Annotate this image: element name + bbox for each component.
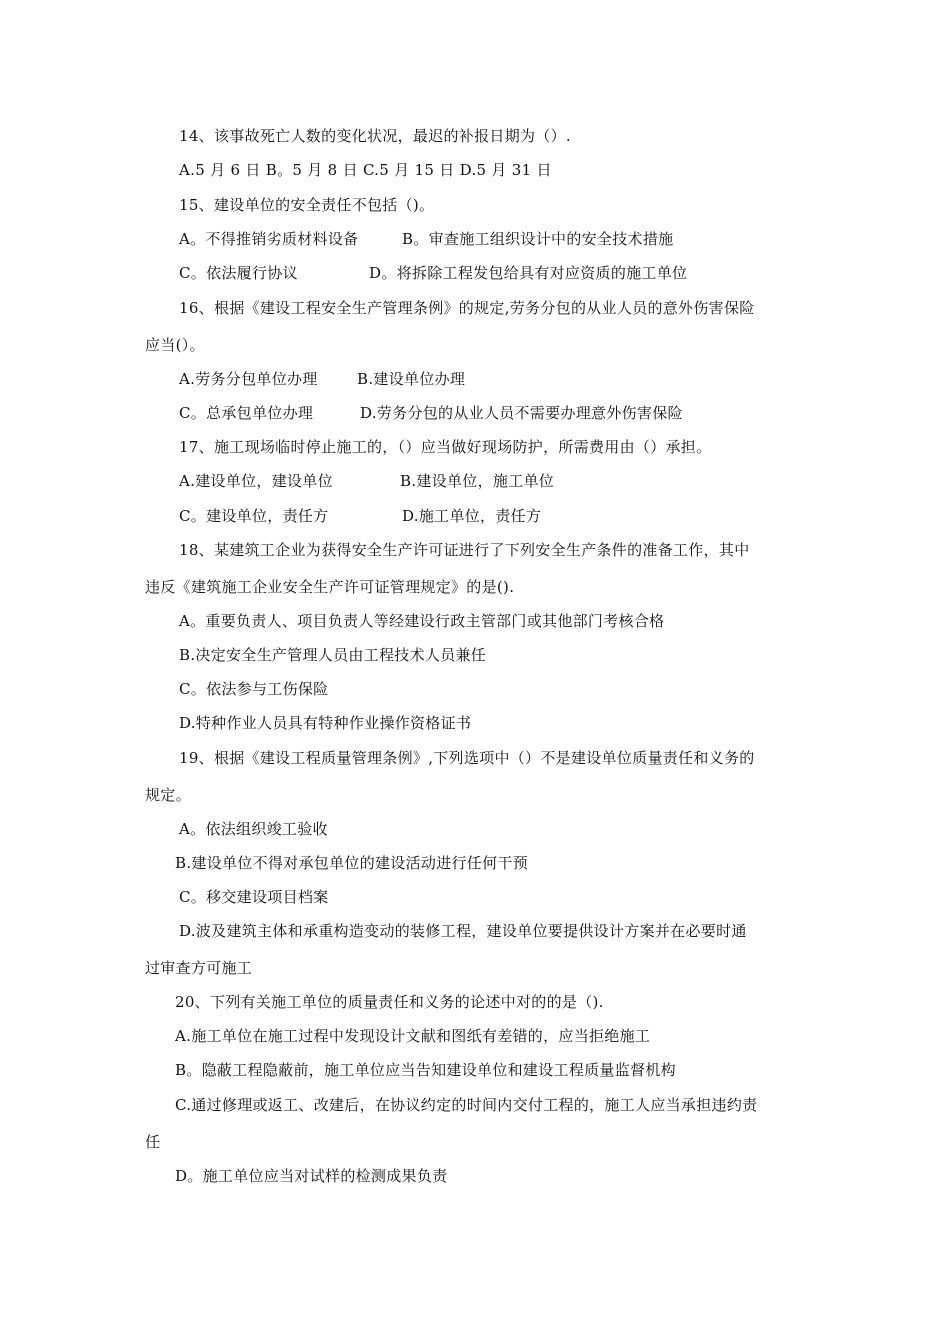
question-20-stem: 20、下列有关施工单位的质量责任和义务的论述中对的的是（). [175,993,604,1011]
question-20-option-d: D。施工单位应当对试样的检测成果负责 [175,1167,448,1185]
question-16-stem-line1: 16、根据《建设工程安全生产管理条例》的规定,劳务分包的从业人员的意外伤害保险 [179,299,755,317]
question-18-option-a: A。重要负责人、项目负责人等经建设行政主管部门或其他部门考核合格 [179,612,665,630]
question-14-stem: 14、该事故死亡人数的变化状况，最迟的补报日期为（）. [179,127,571,145]
question-15-option-c: C。依法履行协议 [179,264,298,282]
question-19-option-d-line2: 过审查方可施工 [145,959,253,977]
question-18-option-d: D.特种作业人员具有特种作业操作资格证书 [179,714,472,732]
question-17-stem: 17、施工现场临时停止施工的，（）应当做好现场防护，所需费用由（）承担。 [179,438,712,456]
question-17-option-b: B.建设单位，施工单位 [400,472,555,490]
question-18-stem-line1: 18、某建筑工企业为获得安全生产许可证进行了下列安全生产条件的准备工作，其中 [179,541,750,559]
question-19-stem-line1: 19、根据《建设工程质量管理条例》,下列选项中（）不是建设单位质量责任和义务的 [179,749,755,767]
question-20-option-b: B。隐蔽工程隐蔽前，施工单位应当告知建设单位和建设工程质量监督机构 [175,1061,676,1079]
question-19-option-a: A。依法组织竣工验收 [179,820,328,838]
question-17-options-ab [179,471,555,491]
question-15-option-a: A。不得推销劣质材料设备 [179,230,359,248]
question-18-option-b: B.决定安全生产管理人员由工程技术人员兼任 [179,646,487,664]
question-19-option-d-line1: D.波及建筑主体和承重构造变动的装修工程，建设单位要提供设计方案并在必要时通 [179,922,747,940]
question-15-option-b: B。审查施工组织设计中的安全技术措施 [402,230,674,248]
question-18-stem-line2: 违反《建筑施工企业安全生产许可证管理规定》的是(). [145,578,515,596]
question-16-option-d: D.劳务分包的从业人员不需要办理意外伤害保险 [360,404,683,422]
question-16-option-b: B.建设单位办理 [357,370,466,388]
question-17-option-d: D.施工单位，责任方 [402,507,542,525]
question-20-option-a: A.施工单位在施工过程中发现设计文献和图纸有差错的，应当拒绝施工 [175,1027,651,1045]
question-16-option-a: A.劳务分包单位办理 [179,370,318,388]
question-16-options-ab [179,369,466,389]
question-16-stem-line2: 应当(）。 [145,336,205,354]
question-15-option-d: D。将拆除工程发包给具有对应资质的施工单位 [369,264,688,282]
question-15-stem: 15、建设单位的安全责任不包括（)。 [179,196,435,214]
question-18-option-c: C。依法参与工伤保险 [179,680,329,698]
question-19-option-c: C。移交建设项目档案 [179,888,329,906]
question-17-options-cd [179,506,542,526]
question-20-option-c-line2: 任 [145,1133,161,1151]
question-17-option-a: A.建设单位，建设单位 [179,472,333,490]
question-20-option-c-line1: C.通过修理或返工、改建后，在协议约定的时间内交付工程的，施工人应当承担违约责 [175,1096,758,1114]
question-15-options-cd [179,263,688,283]
question-17-option-c: C。建设单位，责任方 [179,507,329,525]
question-14-options: A.5 月 6 日 B。5 月 8 日 C.5 月 15 日 D.5 月 31 日 [179,161,552,179]
question-19-stem-line2: 规定。 [145,786,191,804]
question-16-option-c: C。总承包单位办理 [179,404,314,422]
question-16-options-cd [179,403,683,423]
question-15-options-ab [179,229,674,249]
question-19-option-b: B.建设单位不得对承包单位的建设活动进行任何干预 [175,854,528,872]
